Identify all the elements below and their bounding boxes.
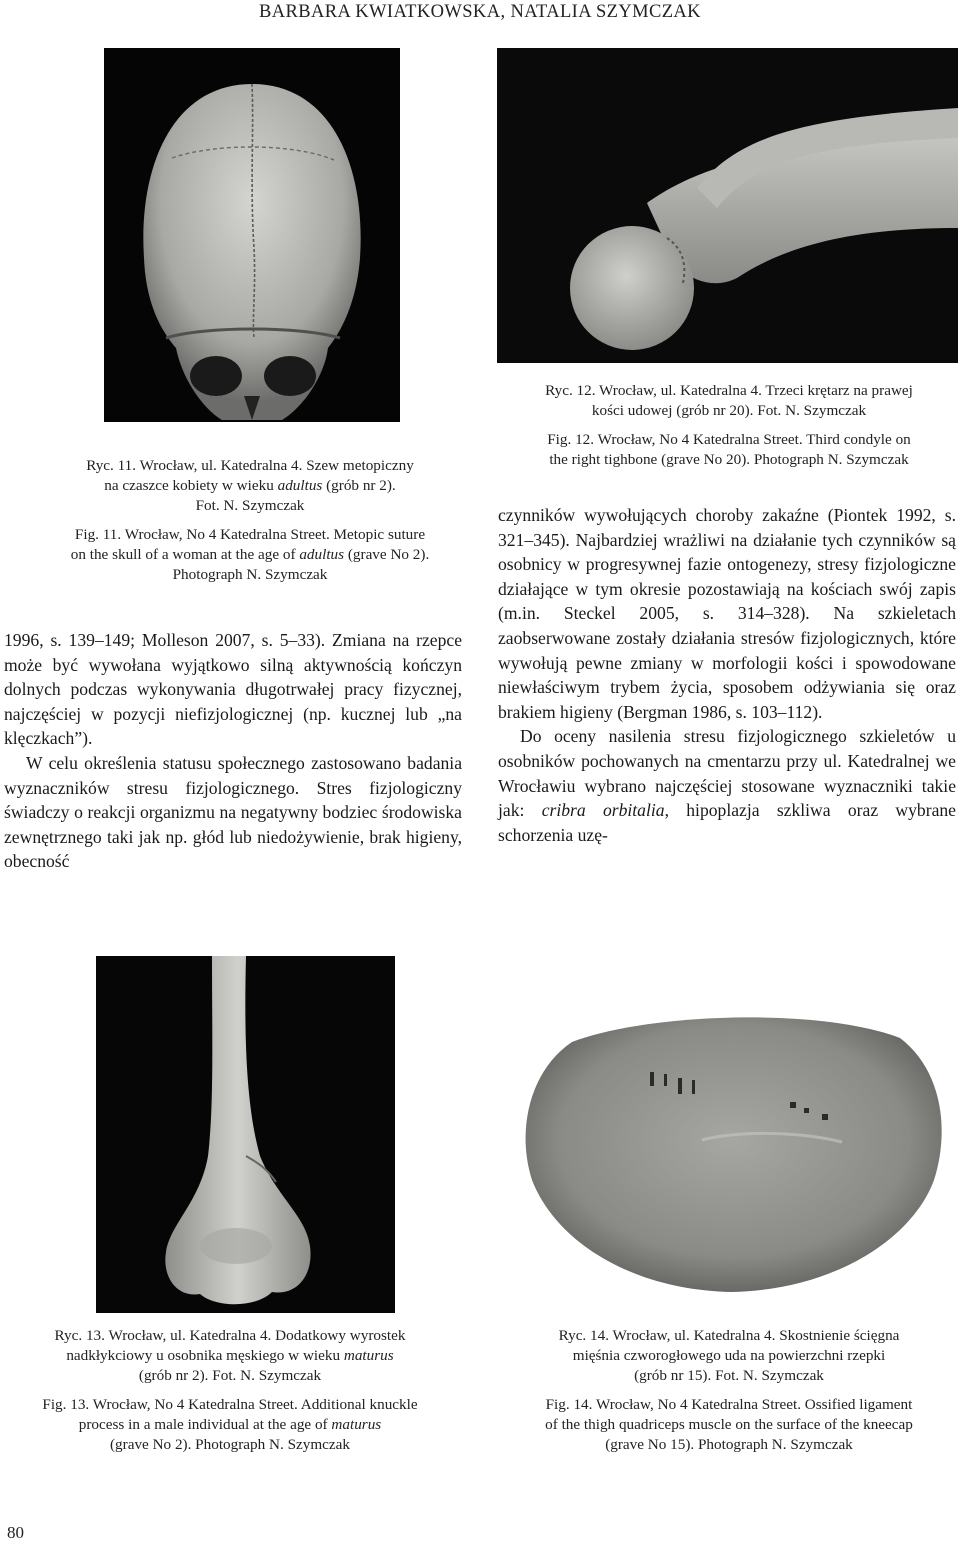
body-italic: cribra orbitalia — [541, 800, 665, 821]
femur-head-photo — [497, 48, 958, 363]
caption-italic: maturus — [331, 1416, 382, 1433]
fig14-caption — [500, 1326, 958, 1455]
fig11-caption-en-line2 — [4, 545, 496, 565]
fig12-caption-pl-line2: kości udowej (grób nr 20). Fot. N. Szymczak — [591, 402, 867, 419]
fig14-caption-pl-line3: (grób nr 15). Fot. N. Szymczak — [634, 1367, 824, 1384]
skull-photo — [104, 48, 400, 422]
fig14-caption-pl-line2: mięśnia czworogłowego uda na powierzchni rzepki — [572, 1347, 886, 1364]
caption-text: (grave No 2). — [344, 546, 430, 563]
fig11-caption-pl-line2 — [4, 476, 496, 496]
left-para-1: 1996, s. 139–149; Molleson 2007, s. 5–33). Zmiana na rzepce może być wywołana wyjątkowo silną aktywnością kończyn dolnych podczas wykonywania długotrwałej pracy fizycznej, najczęściej w pozycji niefizjologicznej (np. kucznej lub „na klęczkach”). — [4, 630, 462, 749]
fig14-caption-en-line3: (grave No 15). Photograph N. Szymczak — [605, 1436, 853, 1453]
humerus-photo — [96, 956, 395, 1313]
page-number: 80 — [7, 1523, 24, 1542]
fig14-caption-en-line1: Fig. 14. Wrocław, No 4 Katedralna Street. Ossified ligament — [545, 1396, 913, 1413]
left-para-2: W celu określenia statusu społecznego zastosowano badania wyznaczników stresu fizjologicznego. Stres fizjologiczny świadczy o reakcji organizmu na negatywny bodziec środowiska zewnętrznego taki jak np. głód lub niedożywienie, brak higieny, obecność — [4, 752, 462, 872]
fig11-caption-pl-line1: Ryc. 11. Wrocław, ul. Katedralna 4. Szew metopiczny — [86, 457, 414, 474]
running-head: BARBARA KWIATKOWSKA, NATALIA SZYMCZAK — [259, 2, 701, 22]
fig14-caption-pl-line1: Ryc. 14. Wrocław, ul. Katedralna 4. Skostnienie ścięgna — [558, 1327, 900, 1344]
fig12-caption-pl-line1: Ryc. 12. Wrocław, ul. Katedralna 4. Trzeci krętarz na prawej — [545, 382, 913, 399]
caption-italic: adultus — [277, 477, 323, 494]
caption-text: na czaszce kobiety w wieku — [104, 477, 278, 494]
caption-text: (grób nr 2). — [322, 477, 396, 494]
fig12-caption-en-line2: the right tighbone (grave No 20). Photograph N. Szymczak — [549, 451, 909, 468]
fig13-caption-pl-line1: Ryc. 13. Wrocław, ul. Katedralna 4. Dodatkowy wyrostek — [54, 1327, 406, 1344]
fig13-caption — [4, 1326, 456, 1455]
fig13-caption-en-line2 — [4, 1415, 456, 1435]
fig12-caption — [500, 381, 958, 470]
caption-italic: maturus — [343, 1347, 394, 1364]
fig14-caption-en-line2: of the thigh quadriceps muscle on the surface of the kneecap — [545, 1416, 913, 1433]
body-text: Do oceny nasilenia stresu fizjologicznego szkieletów u osobników pochowanych na cmentarzu przy ul. Katedralnej we Wrocławiu wybrano najczęściej stosowane wyznaczniki takie jak: — [498, 726, 956, 821]
right-para-2 — [498, 724, 956, 847]
fig13-caption-en-line1: Fig. 13. Wrocław, No 4 Katedralna Street. Additional knuckle — [42, 1396, 418, 1413]
body-text: , hipoplazja szkliwa oraz wybrane schorzenia uzę- — [498, 800, 956, 845]
fig11-caption-pl-line3: Fot. N. Szymczak — [195, 497, 305, 514]
fig12-caption-en-line1: Fig. 12. Wrocław, No 4 Katedralna Street. Third condyle on — [547, 431, 911, 448]
caption-text: process in a male individual at the age of — [78, 1416, 332, 1433]
fig13-caption-pl-line2 — [4, 1346, 456, 1366]
fig13-caption-en-line3: (grave No 2). Photograph N. Szymczak — [110, 1436, 350, 1453]
kneecap-photo — [502, 990, 958, 1302]
fig11-caption — [4, 456, 496, 585]
left-column-text — [4, 628, 462, 874]
caption-text: on the skull of a woman at the age of — [70, 546, 300, 563]
right-para-1: czynników wywołujących choroby zakaźne (Piontek 1992, s. 321–345). Najbardziej wrażliwi na działanie tych czynników są osobnicy w progresywnej fazie ontogenezy, stresy fizjologiczne działające w tym okresie pozostawiają na kościach swój zapis (m.in. Steckel 2005, s. 314–328). Na szkieletach zaobserwowane zostały działania stresów fizjologicznych, które wywołują pewne zmiany w morfologii kości i spowodowane niewłaściwym trybem życia, sposobem odżywiania się oraz brakiem higieny (Bergman 1986, s. 103–112). — [498, 505, 956, 722]
caption-text: nadkłykciowy u osobnika męskiego w wieku — [66, 1347, 344, 1364]
fig11-caption-en-line1: Fig. 11. Wrocław, No 4 Katedralna Street. Metopic suture — [74, 526, 426, 543]
right-column-text — [498, 503, 956, 847]
fig11-caption-en-line3: Photograph N. Szymczak — [172, 566, 328, 583]
fig13-caption-pl-line3: (grób nr 2). Fot. N. Szymczak — [138, 1367, 322, 1384]
caption-italic: adultus — [299, 546, 345, 563]
